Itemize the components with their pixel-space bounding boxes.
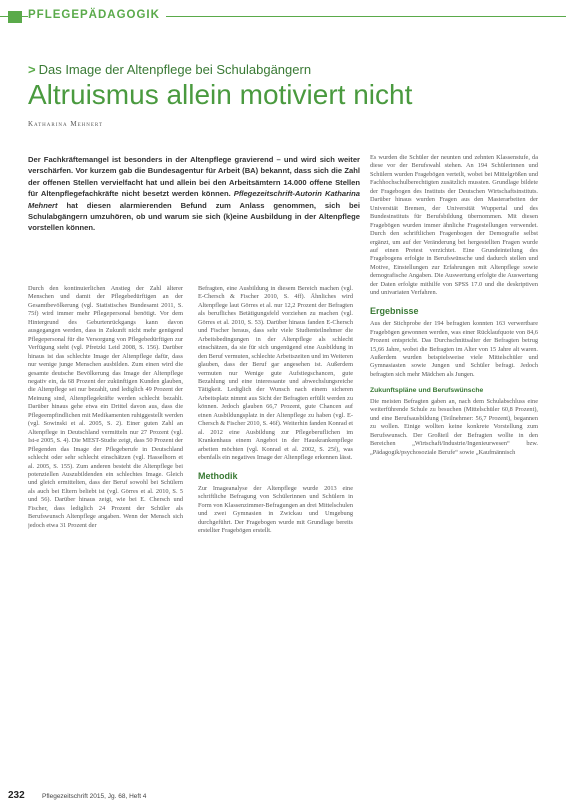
lead-text-end: hat diesen alarmierenden Befund zum Anlass genommen, sich bei Schulabgängern umzuhören, ob und warum sie sich (k)eine Ausbildung in der Altenpflege vorstellen können. [28,200,360,233]
journal-citation: Pflegezeitschrift 2015, Jg. 68, Heft 4 [42,793,147,800]
article-title: Altruismus allein motiviert nicht [28,79,413,110]
page-footer [8,790,558,804]
author-name: Katharina Mehnert [28,120,104,128]
subsection-heading: Zukunftspläne und Berufswünsche [370,387,484,395]
body-paragraph: Befragten, eine Ausbildung in diesem Bereich machen (vgl. E-Chersch & Fischer 2010, S. 4ff). Ähnliches wird Altenpflege laut Görres et al. nur 12,2 Prozent der Befragten als berufliches Betätigungsfeld vorziehen zu machen (vgl. Görres et al. 2010, S. 53). Darüber hinaus fanden E-Chersch und Fischer heraus, dass sehr viele Studienteilnehmer die Arbeitsbedingungen in der Altenpflege als schlecht einschätzen, da sie für sich ungenügend eine Ausbildung in den Beruf vermuten, schlechte Arbeitszeiten und im Weiteren glauben, dass der Beruf gar angesehen ist. Außerdem vermuten nur Wenige gute Aufstiegschancen, gute Bezahlung und eine interessante und abwechslungsreiche Tätigkeit. Lediglich der Wunsch nach einem sicheren Arbeitsplatz nimmt aus Sicht der Befragten erfüllt werden zu können. Jedoch glauben 66,7 Prozent, gute Chancen auf einen Ausbildungsplatz in der Altenpflege zu haben (vgl. E-Chersch & Fischer 2010, S. 46f). Weiterhin fanden Konrad et al. 2012 eine Ausbildung zur Pflegeberuflichen im Krankenhaus einem Angebot in der Hauskrankenpflege arbeiten möchten (vgl. Konrad et al. 2002, S. 25f), was ebenfalls ein negatives Image der Altenpflege erkennen lässt. [198,285,353,462]
page-number: 232 [8,790,25,801]
body-paragraph: Aus der Stichprobe der 194 befragten konnten 163 verwertbare Fragebögen gewonnen werden, was einer Rücklaufquote von 84,6 Prozent entspricht. Das Durchschnittsalter der Befragten betrug 15,66 Jahre, wobei die Befragten im Alter von 15 Jahre alt waren. Außerdem wurden beispielsweise viele Mittelschüler und Gymnasiasten sowie Jungen und Schüler befragt. Jedoch befragten sich mehr Mädchen als Jungen. [370,320,538,378]
body-column-2 [198,285,353,790]
body-paragraph: Die meisten Befragten gaben an, nach dem Schulabschluss eine weiterführende Schule zu besuchen (Mittelschüler 60,8 Prozent), und eine Berufsausbildung (Teilnehmer: 56,7 Prozent), begannen zu wollen. Einige wollten keine konkrete Vorstellung zum Berufswunsch. Der Großteil der Befragten wollte in den Bereichen „Wirtschaft/Industrie/Ingenieurwesen“ bzw. „Pädagogik/psychosoziale Berufe“ sowie „Kaufmännisch [370,397,538,456]
kicker-text: Das Image der Altenpflege bei Schulabgängern [38,62,312,77]
body-paragraph: Es wurden die Schüler der neunten und zehnten Klassenstufe, da diese vor der Berufswahl stehen. An 194 Schülerinnen und Schülern wurden Fragebögen verteilt, wobei bei Mittelgrößen und Fachhochschulberechtigten zusätzlich mussten. Grundlage bildete der Fragebogen des Instituts der Deutschen Wirtschaftsinstituts. Darüber hinaus wurden Fragen aus den Masterarbeiten der Universität Bremen, der Universität Wuppertal und des Bundesinstituts für Berufsbildung übernommen. Mit diesen Fragebögen wurden immer ähnliche Fragestellungen verwendet. Durch den schriftlichen Fragenbogen der Demografie selbst ergänzt, um auf der Veränderung bei hergestellten Fragen wurde auf einen Pretest verzichtet. Eine Grundeinteilung des Fragebogens erfolgte in Berufswünsche und dadurch stellen und Motive, Einstellungen zur Erfahrungen mit Altenpflege sowie demografische Angaben. Die Auswertung erfolgte die Auswertung der Daten erfolgte mithilfe von SPSS 17.0 und die deskriptiven und univariaten Verfahren. [370,154,538,297]
section-heading-ergebnisse: Ergebnisse [370,305,419,316]
lead-author-note: Pflegezeitschrift-Autorin Katharina Mehnert [28,189,360,210]
body-paragraph: Durch den kontinuierlichen Anstieg der Zahl älterer Menschen und damit der Pflegebedürftigen an der Gesamtbevölkerung (vgl. Statistisches Bundesamt 2011, S. 75f) wird immer mehr Pflegepersonal benötigt. Vor dem Hintergrund des Geburtenrückgangs kann davon ausgegangen werden, dass in Zukunft nicht mehr genügend Pflegepersonal für die Versorgung von Pflegebedürftigen zur Verfügung steht (vgl. Pfretzki Leid 2008, S. 156). Darüber hinaus ist das schlechte Image der Altenpflege dafür, dass nur wenige junge Menschen ausbilden. Zum einen wird die gesamte deutsche Bevölkerung das Image der Altenpflege negativ ein, da 68 Prozent der zukünftigen Kunden glauben, die Altenpflege sei nur bezahlt, und lediglich 49 Prozent der Meinung sind, Altenpflegekräfte werden schlecht bezahlt. Darüber hinaus gehe etwa ein Drittel davon aus, dass die Pflegeempfindlichen mit Medikamenten ruhiggestellt werden (vgl. Sowinski et al. 2005, S. 2). Einer guten Zahl an Altenpflege in Deutschland vermitteln nur 27 Prozent (vgl. Ist-e 2005, S. 4). Die MEST-Studie zeigt, dass 50 Prozent der Pflegenden das Image der Pflegeberufe in Deutschland schlecht oder sehr schlecht einschätzen (vgl. Hasselhorn et al. 2005, S. 155). Zum anderen besteht die Altenpflege bei potenziellen Auszubildenden ein schlechtes Image. Gleich und gleich ermittelten, dass der Beruf sowohl bei Schülern als auch bei Eltern beliebt ist (vgl. Görres et al. 2010, S. 5 und 56). Darüber hinaus zeigt, wie bei E. Chersch und Fischer, dass lediglich 24 Prozent der Schüler als Berufswunsch Altenpflege angaben. Wenn der Mensch sich jedoch etwa 31 Prozent der [28,285,183,529]
chevron-right-icon: > [28,62,36,77]
body-column-3 [370,154,538,794]
lead-paragraph [28,154,360,234]
kicker [28,62,311,77]
rubric-label: PFLEGEPÄDAGOGIK [28,9,166,21]
section-heading-methodik: Methodik [198,470,238,481]
body-column-1 [28,285,183,790]
rubric-marker [8,11,22,23]
rubric-bar [0,8,566,26]
lead-text: Der Fachkräftemangel ist besonders in der Altenpflege gravierend – und wird sich weiter verschärfen. Vor kurzem gab die Bundesagentur für Arbeit (BA) bekannt, dass sich die Zahl der offenen Stellen vervielfacht hat und allein bei den Arbeitsämtern 14.000 offene Stellen für Altenpflegefachkräfte nicht besetzt werden können. [28,155,360,199]
body-paragraph: Zur Imageanalyse der Altenpflege wurde 2013 eine schriftliche Befragung von Schülerinnen und Schülern in Form von Klassenzimmer-Befragungen an drei Mittelschulen und zwei Gymnasien in Zwickau und Umgebung durchgeführt. Der Fragebogen wurde mit Grundlage bereits erstellter Fragebögen erstellt. [198,484,353,535]
